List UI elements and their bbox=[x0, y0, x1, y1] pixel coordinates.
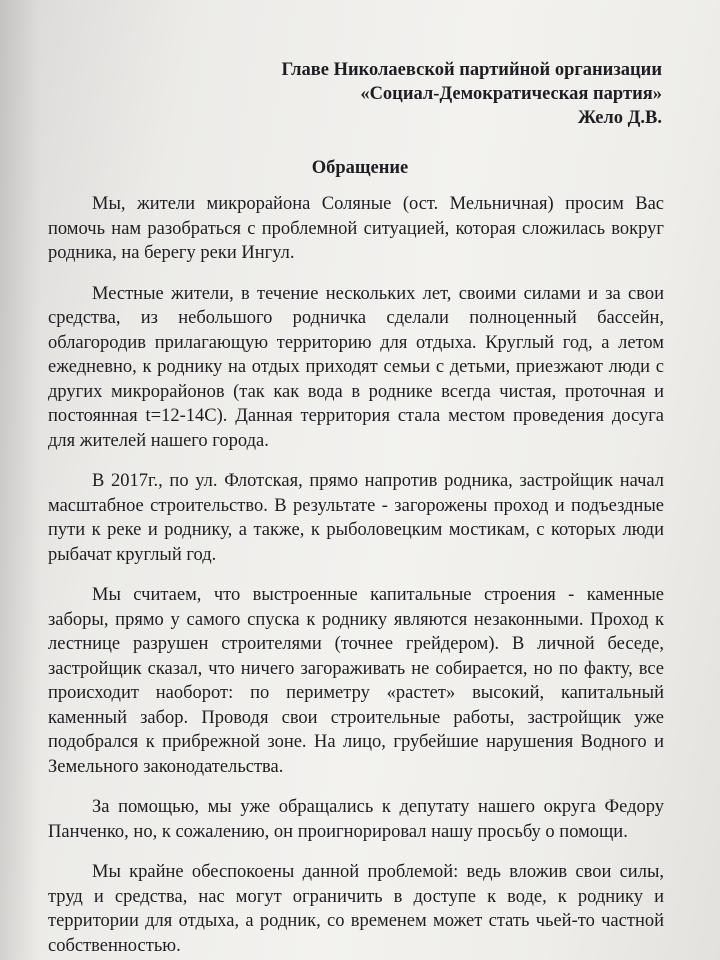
paragraph-2: Местные жители, в течение нескольких лет, своими силами и за свои средства, из небольшого родничка сделали полноценный бассейн, облагородив прилагающую территорию для отдыха. Круглый год, а летом ежедневно, к роднику на отдых приходят семьи с детьми, приезжают люди с других микрорайонов (так как вода в роднике всегда чистая, проточная и постоянная t=12-14С). Данная территория стала местом проведения досуга для жителей нашего города. bbox=[48, 283, 664, 451]
paragraph-3: В 2017г., по ул. Флотская, прямо напротив родника, застройщик начал масштабное строительство. В результате - загорожены проход и подъездные пути к реке и роднику, а также, к рыболовецким мостикам, с которых люди рыбачат круглый год. bbox=[48, 471, 664, 565]
paragraph-5: За помощью, мы уже обращались к депутату нашего округа Федору Панченко, но, к сожалению, он проигнорировал нашу просьбу о помощи. bbox=[48, 797, 664, 842]
addressee-line-2: «Социал-Демократическая партия» bbox=[360, 84, 662, 104]
addressee-line-1: Главе Николаевской партийной организации bbox=[281, 60, 662, 80]
document-body bbox=[48, 192, 664, 960]
addressee-block bbox=[281, 58, 662, 130]
page-shadow bbox=[0, 0, 40, 960]
paragraph-1: Мы, жители микрорайона Соляные (ост. Мельничная) просим Вас помочь нам разобраться с проблемной ситуацией, которая сложилась вокруг родника, на берегу реки Ингул. bbox=[48, 194, 664, 263]
paragraph-6: Мы крайне обеспокоены данной проблемой: ведь вложив свои силы, труд и средства, нас могут ограничить в доступе к воде, к роднику и территории для отдыха, а родник, со временем может стать чьей-то частной собственностью. bbox=[48, 862, 664, 956]
addressee-line-3: Жело Д.В. bbox=[577, 108, 662, 128]
document-title: Обращение bbox=[311, 158, 409, 178]
paragraph-4: Мы считаем, что выстроенные капитальные строения - каменные заборы, прямо у самого спуска к роднику являются незаконными. Проход к лестнице разрушен строителями (точнее грейдером). В личной беседе, застройщик сказал, что ничего загораживать не собирается, но по факту, все происходит наоборот: по периметру «растет» высокий, капитальный каменный забор. Проводя свои строительные работы, застройщик уже подобрался к прибрежной зоне. На лицо, грубейшие нарушения Водного и Земельного законодательства. bbox=[48, 585, 664, 777]
